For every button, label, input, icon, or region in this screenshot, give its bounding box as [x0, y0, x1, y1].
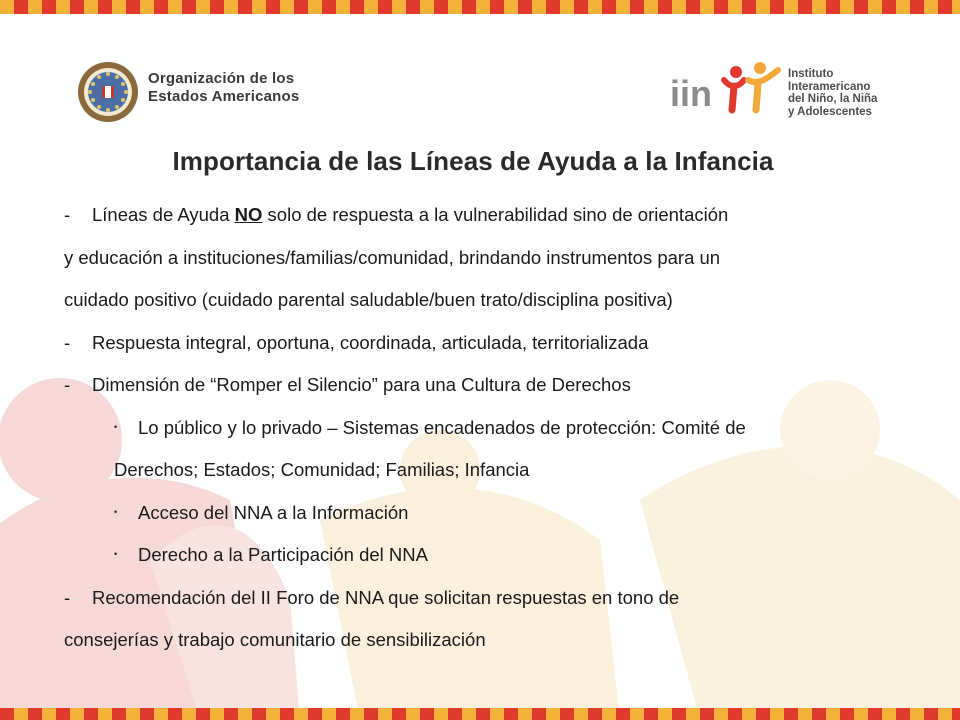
- subitem-1-text: Lo público y lo privado – Sistemas encadenados de protección: Comité de: [138, 416, 746, 438]
- dash-marker: -: [64, 374, 71, 395]
- bullet-marker: •: [114, 506, 118, 517]
- item-2: [64, 328, 916, 371]
- iin-name-line4: y Adolescentes: [788, 105, 872, 118]
- item-1-text-c: solo de respuesta a la vulnerabilidad sino de orientación: [262, 204, 729, 225]
- subitem-2: [64, 498, 916, 541]
- item-1-line-3: cuidado positivo (cuidado parental saludable/buen trato/disciplina positiva): [64, 289, 673, 310]
- dash-marker: -: [64, 586, 71, 608]
- iin-mark-text: iin: [670, 73, 712, 114]
- subitem-3-text: Derecho a la Participación del NNA: [138, 544, 428, 565]
- item-3-text: Dimensión de “Romper el Silencio” para una Cultura de Derechos: [92, 374, 631, 395]
- bullet-marker: •: [114, 421, 118, 432]
- slide-title: Importancia de las Líneas de Ayuda a la Infancia: [172, 146, 774, 176]
- item-1-text-a: Líneas de Ayuda: [92, 204, 235, 225]
- subitem-2-text: Acceso del NNA a la Información: [138, 501, 409, 523]
- item-4-line-2: consejerías y trabajo comunitario de sensibilización: [64, 629, 486, 650]
- iin-name-line1: Instituto: [788, 68, 834, 80]
- bullet-marker: •: [114, 549, 118, 560]
- oea-name: [148, 70, 299, 106]
- dash-marker: -: [64, 204, 71, 225]
- oea-seal-icon: [76, 60, 140, 124]
- iin-logo: [668, 58, 928, 130]
- item-1-line-1: [64, 200, 916, 243]
- item-4-text: Recomendación del II Foro de NNA que solicitan respuestas en tono de: [92, 586, 680, 608]
- subitem-1-line-1: [64, 413, 916, 456]
- iin-name: [788, 68, 877, 118]
- subitem-1-text-2: Derechos; Estados; Comunidad; Familias; Infancia: [114, 459, 530, 480]
- item-4-line-1: [64, 583, 916, 626]
- iin-name-line3: del Niño, la Niña: [788, 93, 878, 105]
- slide-body: [64, 200, 916, 668]
- bottom-color-stripe: [0, 708, 960, 720]
- item-2-text: Respuesta integral, oportuna, coordinada, articulada, territorializada: [92, 331, 649, 353]
- item-3: [64, 370, 916, 413]
- dash-marker: -: [64, 331, 71, 353]
- iin-name-line2: Interamericano: [788, 80, 871, 93]
- oea-name-line1: Organización de los: [148, 70, 295, 87]
- oea-logo: [72, 58, 332, 128]
- oea-name-line2: Estados Americanos: [148, 88, 300, 105]
- iin-children-mark-icon: [668, 58, 786, 130]
- item-1-line-2: y educación a instituciones/familias/comunidad, brindando instrumentos para un: [64, 246, 721, 268]
- subitem-1-line-2: [64, 455, 916, 498]
- subitem-3: [64, 540, 916, 583]
- item-1-emphasis: NO: [234, 204, 263, 225]
